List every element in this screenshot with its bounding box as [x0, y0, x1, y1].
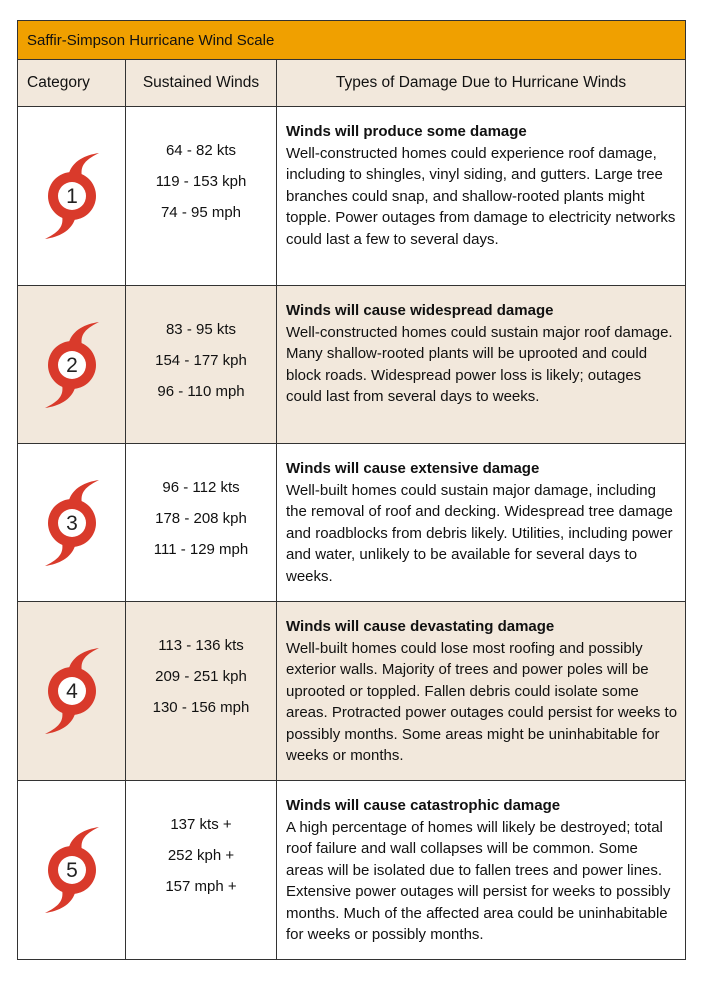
category-number: 3 [65, 511, 78, 535]
winds-mph: 130 - 156 mph [152, 699, 250, 716]
damage-title: Winds will cause extensive damage [286, 460, 540, 477]
category-number: 4 [65, 680, 78, 703]
category-cell [18, 107, 126, 286]
damage-description: Well-constructed homes could sustain major roof damage. Many shallow-rooted plants will be uprooted and could block roads. Widespread power loss is likely; outages could last from several days to weeks. [286, 323, 673, 405]
hurricane-symbol-icon [43, 320, 101, 410]
hurricane-symbol-icon [43, 478, 101, 568]
header-row [18, 60, 686, 107]
damage-title: Winds will cause catastrophic damage [286, 797, 561, 814]
category-cell [18, 286, 126, 444]
winds-kph: 209 - 251 kph [155, 668, 247, 685]
winds-kts: 83 - 95 kts [165, 321, 237, 338]
damage-description: A high percentage of homes will likely be destroyed; total roof failure and wall collapses will be common. Some areas will be isolated due to fallen trees and power lines. Extensive power outages will persist for weeks to possibly months. Much of the affected area could be uninhabitable for weeks or possibly months. [286, 818, 671, 943]
winds-kph: 178 - 208 kph [155, 510, 247, 527]
winds-mph: 74 - 95 mph [160, 204, 242, 221]
damage-cell [277, 286, 686, 444]
winds-kph: 119 - 153 kph [155, 173, 247, 190]
damage-description: Well-built homes could lose most roofing and possibly exterior walls. Majority of trees and power poles will be uprooted or toppled. Fallen debris could isolate some areas. Protracted power outages could persist for weeks to possibly months. Some areas might be uninhabitable for weeks or months. [286, 639, 678, 764]
category-number: 1 [65, 185, 78, 208]
winds-cell [126, 781, 277, 960]
damage-title: Winds will produce some damage [286, 123, 527, 140]
damage-cell [277, 781, 686, 960]
winds-mph: 96 - 110 mph [157, 383, 245, 400]
winds-kts: 113 - 136 kts [158, 637, 244, 654]
damage-cell [277, 107, 686, 286]
category-number: 5 [65, 859, 78, 882]
category-row-2 [18, 286, 686, 444]
hurricane-symbol-icon [43, 646, 101, 736]
category-row-1 [18, 107, 686, 286]
hurricane-symbol-icon [43, 825, 101, 915]
winds-kts: 96 - 112 kts [162, 479, 240, 496]
header-sustained-winds: Sustained Winds [126, 60, 277, 107]
category-number: 2 [65, 353, 78, 377]
damage-description: Well-constructed homes could experience roof damage, including to shingles, vinyl siding, and gutters. Large tree branches could snap, and shallow-rooted plants might topple. Power outages from damage to electricity networks could last a few to several days. [286, 144, 676, 248]
hurricane-scale-table [17, 20, 686, 960]
damage-cell [277, 444, 686, 602]
category-row-5 [18, 781, 686, 960]
winds-cell [126, 286, 277, 444]
damage-title: Winds will cause devastating damage [286, 618, 555, 635]
winds-mph: 111 - 129 mph [153, 541, 249, 558]
damage-title: Winds will cause widespread damage [286, 302, 554, 319]
winds-kts: 137 kts + [170, 816, 232, 833]
category-cell [18, 781, 126, 960]
winds-mph: 157 mph + [165, 878, 237, 895]
winds-cell [126, 444, 277, 602]
winds-kph: 252 kph + [167, 847, 235, 864]
winds-kts: 64 - 82 kts [165, 142, 237, 159]
category-row-3 [18, 444, 686, 602]
damage-description: Well-built homes could sustain major damage, including the removal of roof and decking. Widespread tree damage and roadblocks from debris likely. Utilities, including power and water, unlikely to be available for several days to weeks. [286, 481, 673, 585]
category-cell [18, 602, 126, 781]
damage-cell [277, 602, 686, 781]
hurricane-symbol-icon [43, 151, 101, 241]
winds-cell [126, 602, 277, 781]
header-damage-types: Types of Damage Due to Hurricane Winds [277, 60, 686, 107]
table-title: Saffir-Simpson Hurricane Wind Scale [18, 21, 686, 60]
category-cell [18, 444, 126, 602]
header-category: Category [18, 60, 126, 107]
winds-kph: 154 - 177 kph [155, 352, 247, 369]
winds-cell [126, 107, 277, 286]
category-row-4 [18, 602, 686, 781]
